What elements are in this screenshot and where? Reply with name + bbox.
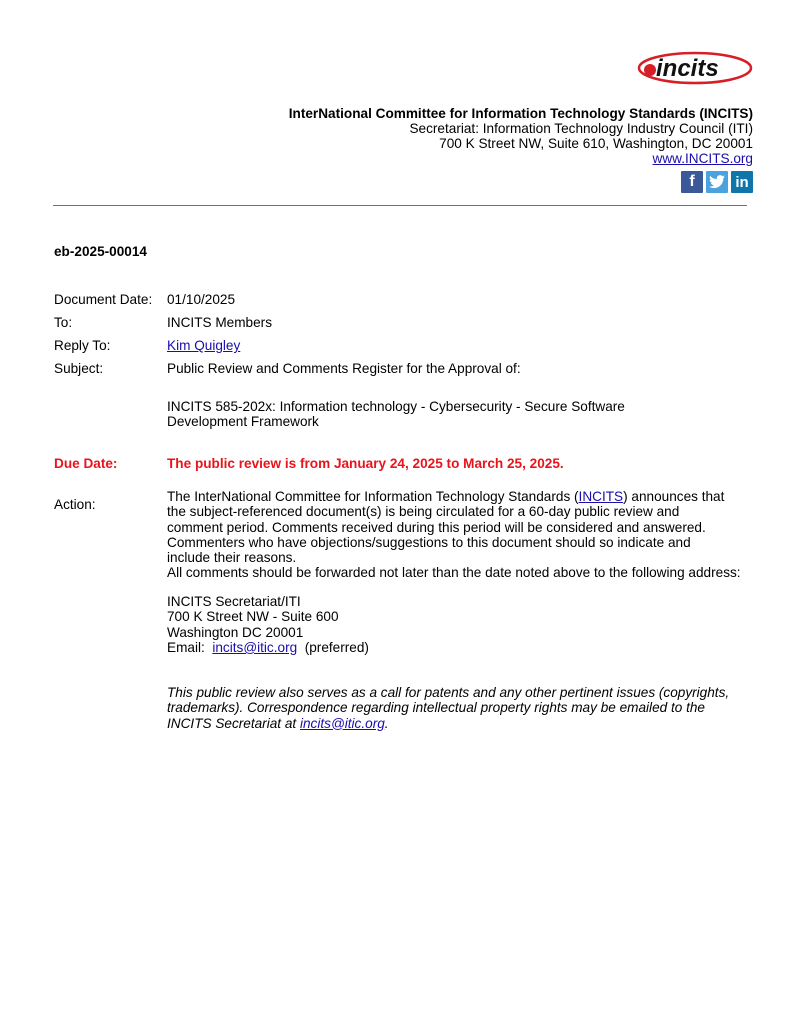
patent-email-link[interactable]: incits@itic.org xyxy=(299,715,385,731)
email-line xyxy=(167,640,747,655)
svg-text:incits: incits xyxy=(656,55,719,82)
header-divider xyxy=(53,205,747,206)
reply-to-label: Reply To: xyxy=(54,338,111,353)
email-link[interactable]: incits@itic.org xyxy=(212,639,298,655)
patent-call-paragraph xyxy=(167,685,742,731)
secretariat-line: Secretariat: Information Technology Industry Council (ITI) xyxy=(409,121,753,136)
address-line-3: Washington DC 20001 xyxy=(167,624,304,640)
email-label: Email: xyxy=(167,639,205,655)
to-value: INCITS Members xyxy=(167,315,272,330)
social-icons xyxy=(681,171,753,193)
action-text-end: ) announces that the subject-referenced document(s) is being circulated for a 60-day public review and comment period. Comments received during this period will be considered and answered. Commenters who have objections/suggestions to this document should so indicate and include their reasons. xyxy=(167,489,725,566)
linkedin-icon[interactable]: in xyxy=(731,171,753,193)
mailing-address xyxy=(167,594,747,655)
due-date-label: Due Date: xyxy=(54,456,118,471)
address-line-2: 700 K Street NW - Suite 600 xyxy=(167,609,339,625)
website-link-wrap xyxy=(653,151,753,167)
document-date-label: Document Date: xyxy=(54,292,153,307)
action-paragraph xyxy=(167,489,737,565)
action-text-start: The InterNational Committee for Information Technology Standards ( xyxy=(167,489,579,504)
document-date-value: 01/10/2025 xyxy=(167,292,236,307)
reply-to-link[interactable]: Kim Quigley xyxy=(167,338,241,353)
address-line: 700 K Street NW, Suite 610, Washington, DC 20001 xyxy=(439,136,753,151)
to-label: To: xyxy=(54,315,73,330)
website-link[interactable]: www.INCITS.org xyxy=(652,151,753,166)
address-line-1: INCITS Secretariat/ITI xyxy=(167,594,301,609)
subject-label: Subject: xyxy=(54,361,104,376)
action-label: Action: xyxy=(54,497,96,512)
email-note: (preferred) xyxy=(304,639,369,655)
document-id: eb-2025-00014 xyxy=(54,244,147,259)
forwarding-instruction: All comments should be forwarded not later than the date noted above to the following address: xyxy=(167,565,741,580)
patent-text: This public review also serves as a call for patents and any other pertinent issues (copyrights, trademarks). Correspondence regarding intellectual property rights may be emailed to the INCITS Secretariat at xyxy=(167,685,730,731)
reply-to-value xyxy=(167,338,747,353)
committee-title: InterNational Committee for Information Technology Standards (INCITS) xyxy=(288,106,753,121)
incits-logo xyxy=(636,50,754,86)
due-date-text: The public review is from January 24, 2025 to March 25, 2025. xyxy=(167,456,564,471)
subject-document-title: INCITS 585-202x: Information technology - Cybersecurity - Secure Software Development Framework xyxy=(167,399,625,430)
facebook-icon[interactable]: f xyxy=(681,171,703,193)
subject-line: Public Review and Comments Register for the Approval of: xyxy=(167,361,521,376)
twitter-icon[interactable] xyxy=(706,171,728,193)
patent-text-end: . xyxy=(384,715,389,731)
incits-link[interactable]: INCITS xyxy=(578,489,624,504)
